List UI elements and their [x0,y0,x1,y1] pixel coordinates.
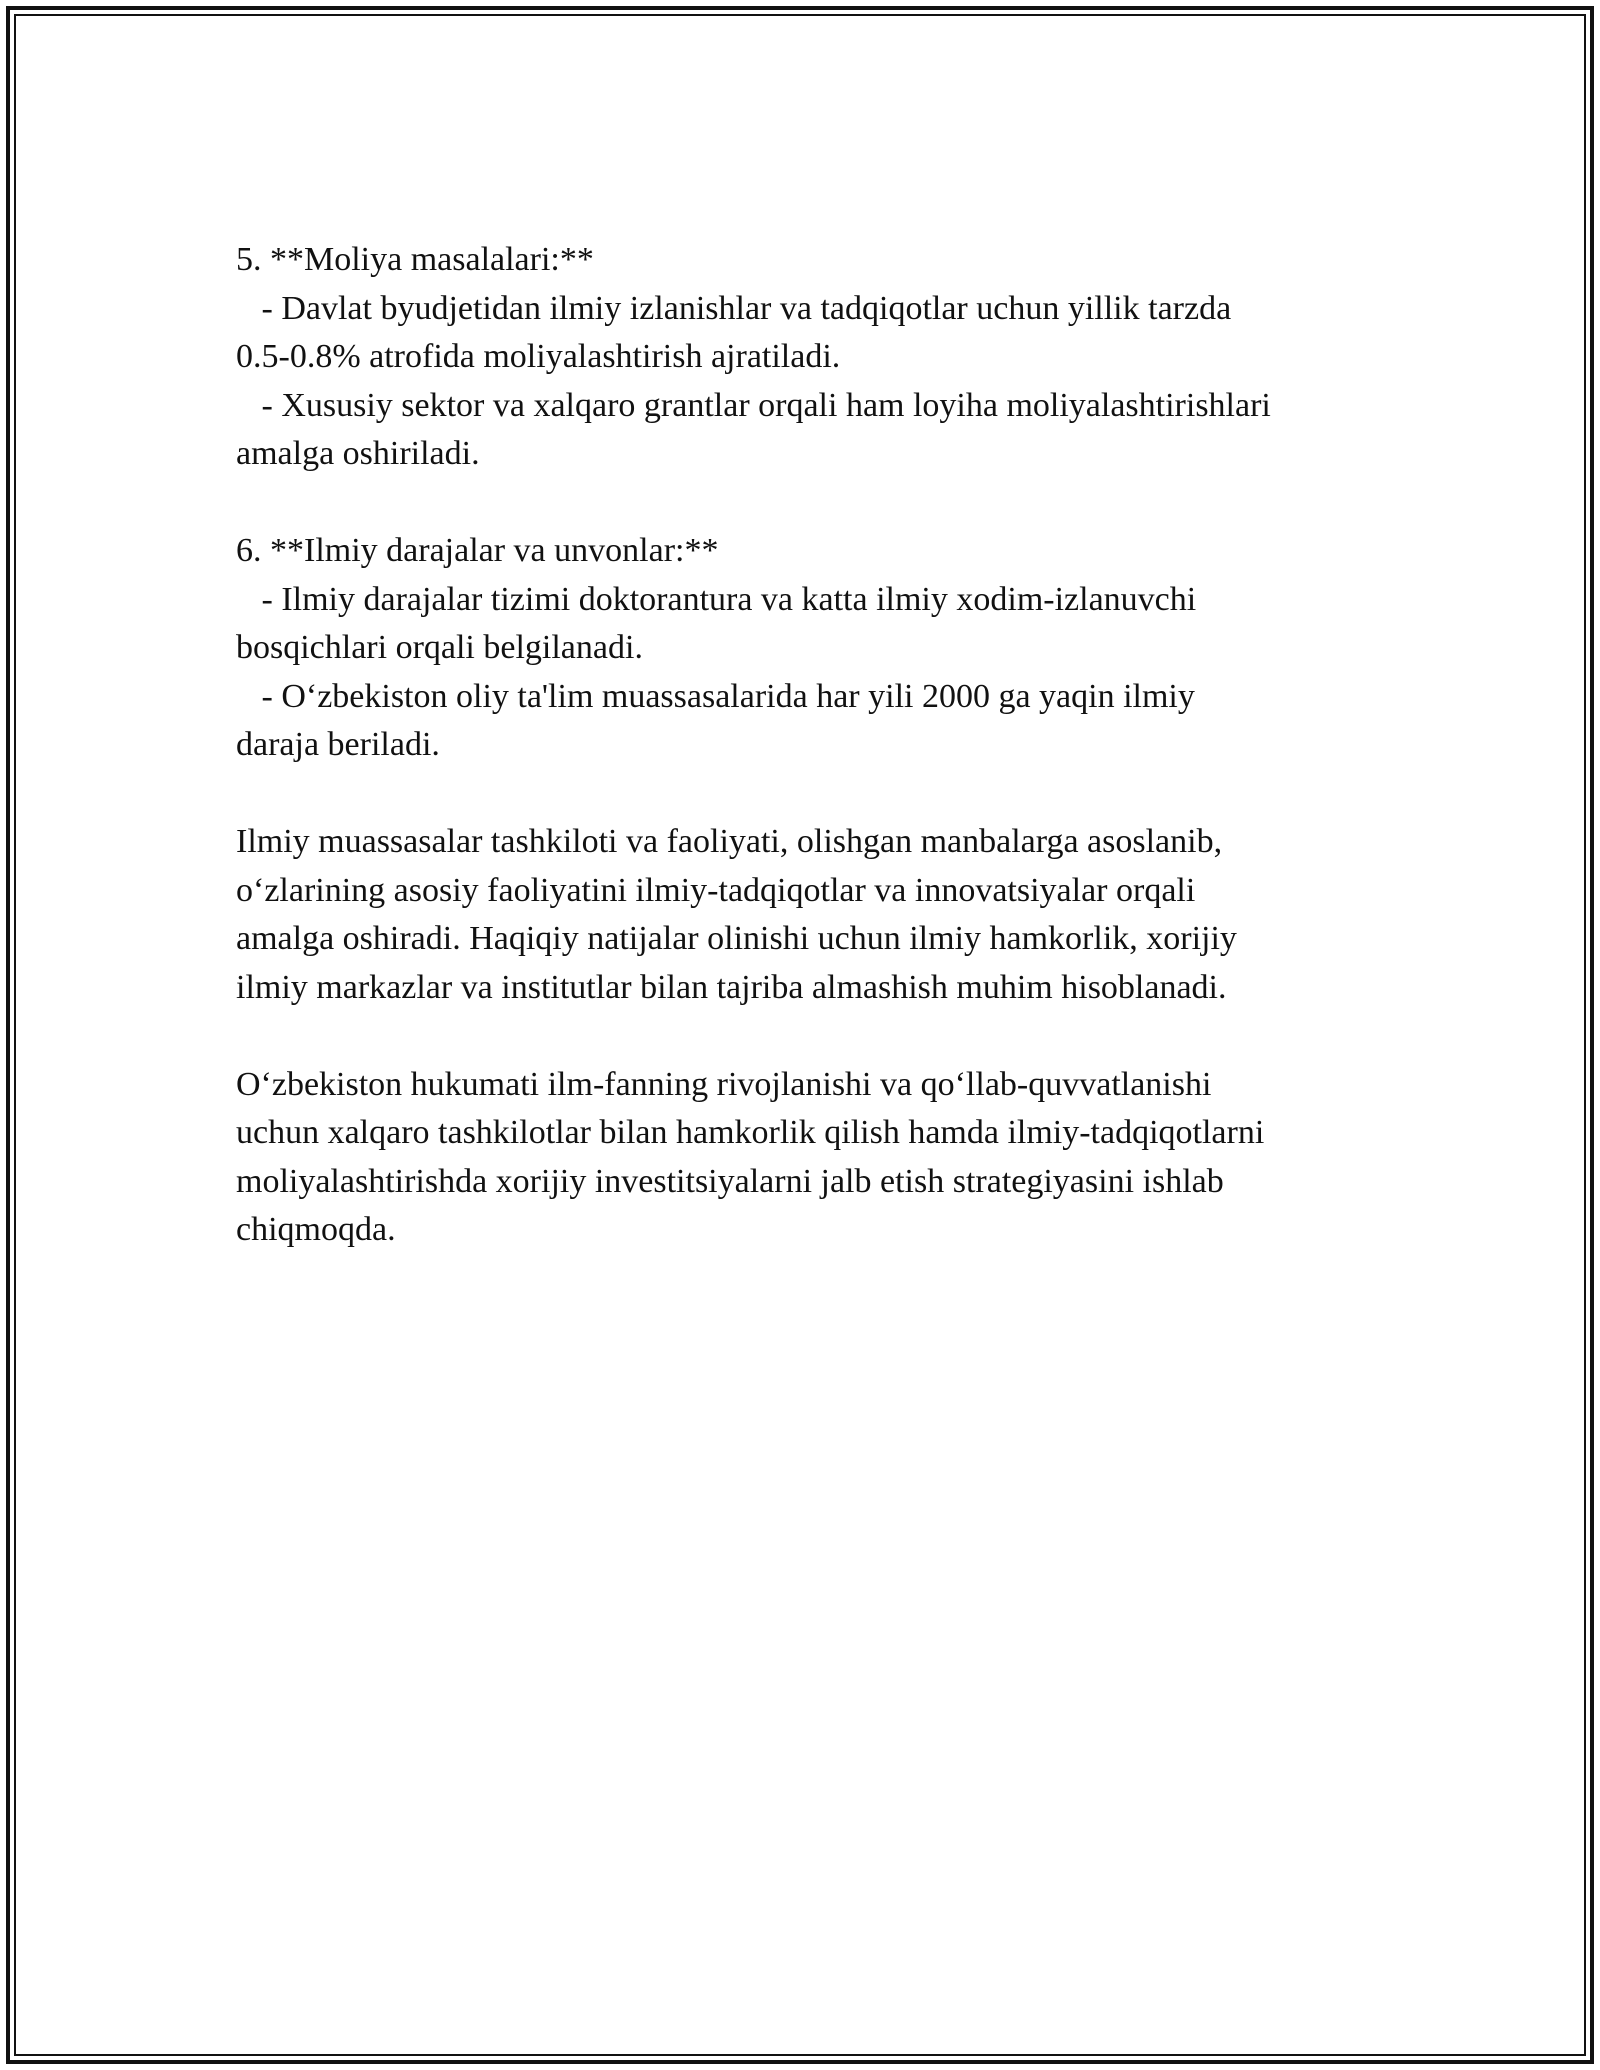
document-body [236,236,1376,1255]
text-line: o‘zlarining asosiy faoliyatini ilmiy-tadqiqotlar va innovatsiyalar orqali [236,871,1196,909]
text-line: uchun xalqaro tashkilotlar bilan hamkorlik qilish hamda ilmiy-tadqiqotlarni [236,1114,1265,1151]
text-line: - Xususiy sektor va xalqaro grantlar orqali ham loyiha moliyalashtirishlari [236,386,1271,424]
text-line: ilmiy markazlar va institutlar bilan tajriba almashish muhim hisoblanadi. [236,968,1227,1006]
paragraph-hukumat [236,1061,1376,1255]
text-line: - Davlat byudjetidan ilmiy izlanishlar va tadqiqotlar uchun yillik tarzda [236,289,1232,327]
text-line: Ilmiy muassasalar tashkiloti va faoliyati, olishgan manbalarga asoslanib, [236,823,1223,860]
section-6-ilmiy-darajalar [236,527,1376,770]
text-line: - Ilmiy darajalar tizimi doktorantura va katta ilmiy xodim-izlanuvchi [236,580,1197,618]
section-heading: 5. **Moliya masalalari:** [236,241,594,278]
text-line: amalga oshiriladi. [236,435,480,472]
text-line: - O‘zbekiston oliy ta'lim muassasalarida har yili 2000 ga yaqin ilmiy [236,677,1195,715]
section-heading: 6. **Ilmiy darajalar va unvonlar:** [236,532,719,569]
paragraph-gap [236,1012,1376,1061]
paragraph-gap [236,770,1376,819]
text-line: daraja beriladi. [236,726,440,763]
text-line: 0.5-0.8% atrofida moliyalashtirish ajratiladi. [236,338,841,375]
text-line: moliyalashtirishda xorijiy investitsiyalarni jalb etish strategiyasini ishlab [236,1162,1224,1200]
section-5-moliya [236,236,1376,479]
paragraph-ilmiy-muassasalar [236,818,1376,1012]
text-line: amalga oshiradi. Haqiqiy natijalar olinishi uchun ilmiy hamkorlik, xorijiy [236,920,1237,957]
paragraph-gap [236,479,1376,528]
text-line: chiqmoqda. [236,1211,396,1248]
text-line: bosqichlari orqali belgilanadi. [236,629,643,666]
text-line: O‘zbekiston hukumati ilm-fanning rivojlanishi va qo‘llab-quvvatlanishi [236,1065,1212,1103]
